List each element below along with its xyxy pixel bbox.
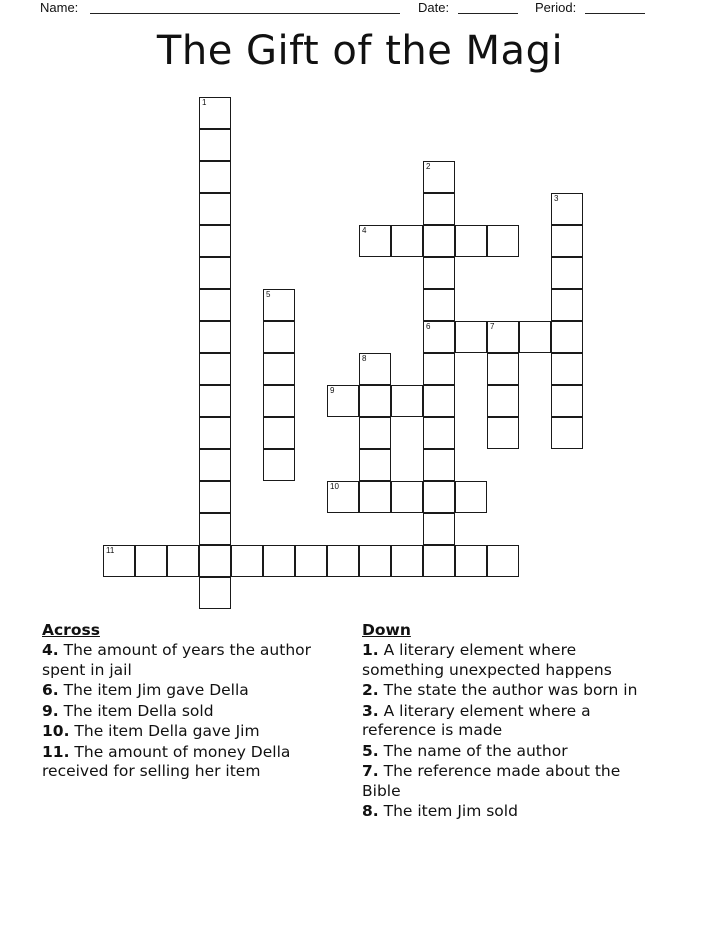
grid-cell[interactable] bbox=[263, 321, 295, 353]
clue-number: 9 bbox=[330, 386, 335, 395]
clue-number: 1 bbox=[202, 98, 207, 107]
across-clue bbox=[42, 681, 332, 701]
date-blank[interactable] bbox=[458, 13, 518, 14]
grid-cell[interactable] bbox=[423, 513, 455, 545]
grid-cell[interactable] bbox=[455, 321, 487, 353]
grid-cell[interactable] bbox=[551, 417, 583, 449]
across-clue bbox=[42, 702, 332, 722]
grid-cell[interactable] bbox=[359, 449, 391, 481]
grid-cell[interactable] bbox=[519, 321, 551, 353]
across-clues bbox=[42, 620, 332, 782]
grid-cell[interactable] bbox=[423, 353, 455, 385]
period-label: Period: bbox=[535, 0, 577, 15]
grid-cell[interactable] bbox=[199, 481, 231, 513]
clue-text: The amount of years the author spent in jail bbox=[42, 641, 311, 679]
grid-cell[interactable] bbox=[487, 417, 519, 449]
across-heading: Across bbox=[42, 621, 100, 639]
grid-cell[interactable] bbox=[551, 289, 583, 321]
grid-cell[interactable] bbox=[391, 545, 423, 577]
name-blank[interactable] bbox=[90, 13, 400, 14]
grid-cell[interactable] bbox=[423, 417, 455, 449]
grid-cell[interactable] bbox=[423, 481, 455, 513]
down-clue bbox=[362, 802, 662, 822]
grid-cell[interactable] bbox=[327, 545, 359, 577]
down-clue bbox=[362, 742, 662, 762]
clue-number-label: 4. bbox=[42, 641, 59, 659]
name-label: Name: bbox=[40, 0, 79, 15]
across-clue bbox=[42, 722, 332, 742]
clue-text: The amount of money Della received for selling her item bbox=[42, 742, 291, 780]
period-blank[interactable] bbox=[585, 13, 645, 14]
grid-cell[interactable] bbox=[199, 129, 231, 161]
down-clue-list bbox=[362, 641, 662, 822]
clue-number-label: 3. bbox=[362, 701, 379, 720]
down-clue bbox=[362, 681, 662, 701]
grid-cell[interactable] bbox=[551, 385, 583, 417]
down-clue bbox=[362, 702, 662, 741]
puzzle-title: The Gift of the Magi bbox=[156, 28, 564, 74]
grid-cell[interactable] bbox=[423, 545, 455, 577]
grid-cell[interactable] bbox=[551, 225, 583, 257]
grid-cell[interactable] bbox=[327, 385, 359, 417]
grid-cell[interactable] bbox=[423, 161, 455, 193]
grid-cell[interactable] bbox=[199, 577, 231, 609]
clue-text: The reference made about the Bible bbox=[362, 762, 621, 800]
clue-number: 5 bbox=[266, 290, 271, 299]
grid-cell[interactable] bbox=[199, 353, 231, 385]
grid-cell[interactable] bbox=[263, 353, 295, 385]
grid-cell[interactable] bbox=[391, 385, 423, 417]
grid-cell[interactable] bbox=[359, 481, 391, 513]
grid-cell[interactable] bbox=[423, 449, 455, 481]
clue-text: A literary element where a reference is made bbox=[362, 701, 591, 739]
clue-number: 8 bbox=[362, 354, 367, 363]
clue-text: The item Jim gave Della bbox=[58, 681, 249, 699]
grid-cell[interactable] bbox=[551, 321, 583, 353]
clue-number: 2 bbox=[426, 162, 431, 171]
clue-text: The state the author was born in bbox=[378, 681, 638, 699]
down-clue bbox=[362, 762, 662, 801]
grid-cell[interactable] bbox=[423, 257, 455, 289]
clue-number-label: 8. bbox=[362, 802, 379, 820]
grid-cell[interactable] bbox=[359, 225, 391, 257]
clue-number: 7 bbox=[490, 322, 495, 331]
clue-text: A literary element where something unexpected happens bbox=[362, 641, 612, 679]
grid-cell[interactable] bbox=[423, 321, 455, 353]
clue-number-label: 7. bbox=[362, 762, 379, 780]
grid-cell[interactable] bbox=[391, 481, 423, 513]
across-clue-list bbox=[42, 641, 332, 782]
grid-cell[interactable] bbox=[455, 225, 487, 257]
grid-cell[interactable] bbox=[263, 289, 295, 321]
grid-cell[interactable] bbox=[551, 193, 583, 225]
grid-cell[interactable] bbox=[487, 225, 519, 257]
grid-cell[interactable] bbox=[199, 225, 231, 257]
grid-cell[interactable] bbox=[199, 257, 231, 289]
grid-cell[interactable] bbox=[263, 545, 295, 577]
clue-number-label: 6. bbox=[42, 681, 59, 699]
grid-cell[interactable] bbox=[391, 225, 423, 257]
grid-cell[interactable] bbox=[199, 161, 231, 193]
grid-cell[interactable] bbox=[263, 417, 295, 449]
grid-cell[interactable] bbox=[423, 385, 455, 417]
clue-number: 6 bbox=[426, 322, 431, 331]
grid-cell[interactable] bbox=[295, 545, 327, 577]
clue-number-label: 11. bbox=[42, 742, 70, 761]
down-clue bbox=[362, 641, 662, 680]
grid-cell[interactable] bbox=[263, 449, 295, 481]
grid-cell[interactable] bbox=[359, 417, 391, 449]
grid-cell[interactable] bbox=[199, 193, 231, 225]
grid-cell[interactable] bbox=[423, 193, 455, 225]
clue-number: 4 bbox=[362, 226, 367, 235]
clue-text: The item Jim sold bbox=[378, 802, 518, 820]
clue-number: 3 bbox=[554, 194, 559, 203]
grid-cell[interactable] bbox=[199, 417, 231, 449]
grid-cell[interactable] bbox=[423, 225, 455, 257]
clue-number-label: 5. bbox=[362, 741, 379, 760]
grid-cell[interactable] bbox=[455, 545, 487, 577]
grid-cell[interactable] bbox=[487, 545, 519, 577]
clue-text: The item Della gave Jim bbox=[69, 722, 260, 740]
grid-cell[interactable] bbox=[103, 545, 135, 577]
grid-cell[interactable] bbox=[455, 481, 487, 513]
grid-cell[interactable] bbox=[199, 289, 231, 321]
date-label: Date: bbox=[418, 0, 450, 15]
down-heading: Down bbox=[362, 621, 411, 639]
student-info-header bbox=[0, 0, 720, 22]
grid-cell[interactable] bbox=[199, 385, 231, 417]
grid-cell[interactable] bbox=[263, 385, 295, 417]
grid-cell[interactable] bbox=[423, 289, 455, 321]
grid-cell[interactable] bbox=[135, 545, 167, 577]
across-clue bbox=[42, 641, 332, 680]
grid-cell[interactable] bbox=[167, 545, 199, 577]
clue-number: 10 bbox=[330, 482, 339, 491]
grid-cell[interactable] bbox=[359, 353, 391, 385]
grid-cell[interactable] bbox=[199, 449, 231, 481]
clue-number-label: 1. bbox=[362, 641, 379, 659]
clue-text: The name of the author bbox=[378, 741, 568, 760]
grid-cell[interactable] bbox=[359, 385, 391, 417]
grid-cell[interactable] bbox=[231, 545, 263, 577]
grid-cell[interactable] bbox=[487, 385, 519, 417]
clue-number: 11 bbox=[106, 546, 115, 555]
grid-cell[interactable] bbox=[359, 545, 391, 577]
grid-cell[interactable] bbox=[487, 353, 519, 385]
across-clue bbox=[42, 743, 332, 782]
down-clues bbox=[362, 620, 662, 822]
grid-cell[interactable] bbox=[551, 353, 583, 385]
grid-cell[interactable] bbox=[199, 97, 231, 129]
grid-cell[interactable] bbox=[551, 257, 583, 289]
clue-number-label: 10. bbox=[42, 722, 70, 740]
grid-cell[interactable] bbox=[487, 321, 519, 353]
grid-cell[interactable] bbox=[327, 481, 359, 513]
grid-cell[interactable] bbox=[199, 513, 231, 545]
clue-text: The item Della sold bbox=[58, 701, 214, 720]
clue-number-label: 2. bbox=[362, 681, 379, 699]
grid-cell[interactable] bbox=[199, 321, 231, 353]
grid-cell[interactable] bbox=[199, 545, 231, 577]
clue-number-label: 9. bbox=[42, 701, 59, 720]
